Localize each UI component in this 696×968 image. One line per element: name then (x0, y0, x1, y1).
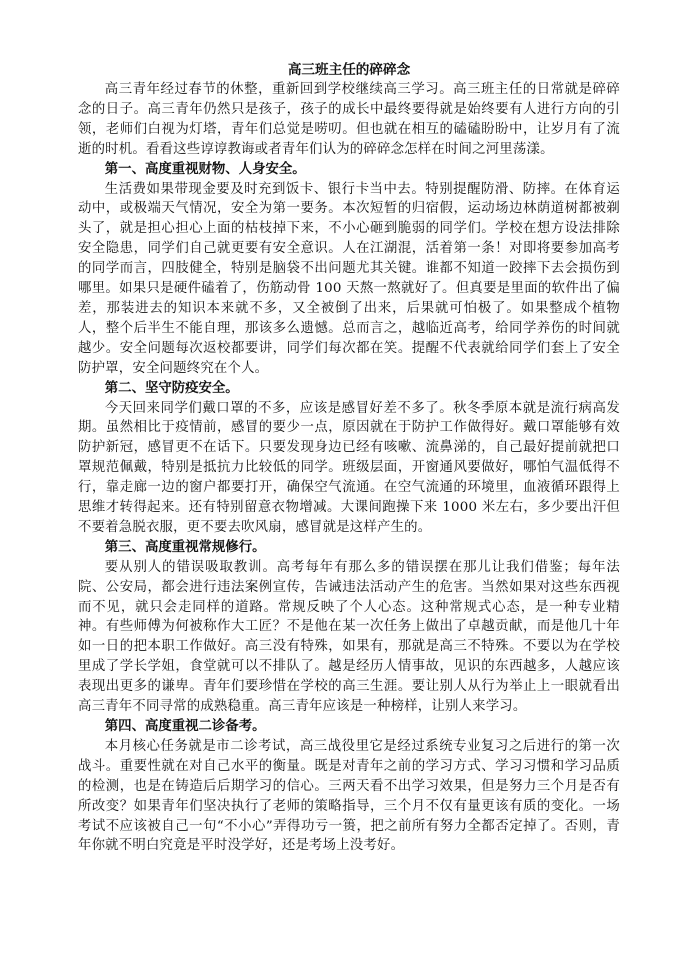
section-heading-epidemic: 第二、坚守防疫安全。 (104, 379, 239, 396)
section-body-exam: 本月核心任务就是市二诊考试，高三战役里它是经过系统专业复习之后进行的第一次战斗。重要性就在对自己水平的衡量。既是对青年之前的学习方式、学习习惯和学习品质的检测，也是在铸造后后期学习的信心。三两天看不出学习效果，但是努力三个月是否有所改变？如果青年们坚决执行了老师的策略指导，三个月不仅有量更该有质的变化。一场考试不应该被自己一句“不小心”弄得功亏一篑，把之前所有努力全都否定掉了。否则，青年你就不明白究竟是平时没学好，还是考场上没考好。 (78, 738, 620, 854)
section-body-safety: 生活费如果带现金要及时充到饭卡、银行卡当中去。特别提醒防滑、防摔。在体育运动中，或极端天气情况，安全为第一要务。本次短暂的归宿假，运动场边林荫道树都被剃头了，就是担心担心上面的枯枝掉下来，不小心砸到脆弱的同学们。学校在想方设法排除安全隐患，同学们自己就更要有安全意识。人在江湖混，活着第一条！对即将要参加高考的同学而言，四肢健全，特别是脑袋不出问题尤其关键。谁都不知道一跤摔下去会损伤到哪里。如果只是硬件磕着了，伤筋动骨 100 天熬一熬就好了。但真要是里面的软件出了偏差，那装进去的知识本来就不多，又全被倒了出来，后果就可怕极了。如果整成个植物人，整个后半生不能自理，那该多么遗憾。总而言之，越临近高考，给同学养伤的时间就越少。安全问题每次返校都要讲，同学们每次都在笑。提醒不代表就给同学们套上了安全防护罩，安全问题终究在个人。 (78, 181, 620, 376)
document-page (78, 60, 620, 856)
section-heading-routine: 第三、高度重视常规修行。 (104, 538, 266, 555)
section-body-routine: 要从别人的错误吸取教训。高考每年有那么多的错误摆在那儿让我们借鉴；每年法院、公安局，都会进行违法案例宣传，告诫违法活动产生的危害。当然如果对这些东西视而不见，就只会走同样的道路。常规反映了个人心态。这种常规式心态，是一种专业精神。有些师傅为何被称作大工匠？不是他在某一次任务上做出了卓越贡献，而是他几十年如一日的把本职工作做好。高三没有特殊，如果有，那就是高三不特殊。不要以为在学校里成了学长学姐，食堂就可以不排队了。越是经历人情事故，见识的东西越多，人越应该表现出更多的谦卑。青年们要珍惜在学校的高三生涯。要让别人从行为举止上一眼就看出高三青年不同寻常的成熟稳重。高三青年应该是一种榜样，让别人来学习。 (78, 559, 620, 715)
document-title: 高三班主任的碎碎念 (287, 62, 411, 78)
section-heading-safety: 第一、高度重视财物、人身安全。 (104, 160, 306, 177)
section-heading-exam: 第四、高度重视二诊备考。 (104, 718, 266, 734)
section-body-epidemic: 今天回来同学们戴口罩的不多，应该是感冒好差不多了。秋冬季原本就是流行病高发期。虽然相比于疫情前，感冒的要少一点，原因就在于防护工作做得好。戴口罩能够有效防护新冠，感冒更不在话下。只要发现身边已经有咳嗽、流鼻涕的，自己最好提前就把口罩规范佩戴，特别是抵抗力比较低的同学。班级层面，开窗通风要做好，哪怕气温低得不行，靠走廊一边的窗户都要打开，确保空气流通。在空气流通的环境里，血液循环跟得上思维才转得起来。还有特别留意衣物增减。大课间跑操下来 1000 米左右，多少要出汗但不要着急脱衣服，更不要去吹风扇，感冒就是这样产生的。 (78, 400, 620, 535)
intro-paragraph: 高三青年经过春节的休整，重新回到学校继续高三学习。高三班主任的日常就是碎碎念的日子。高三青年仍然只是孩子，孩子的成长中最终要得就是始终要有人进行方向的引领，老师们白视为灯塔，青年们总觉是唠叨。但也就在相互的磕磕盼盼中，让岁月有了流逝的时机。看看这些谆谆教诲或者青年们认为的碎碎念怎样在时间之河里荡漾。 (78, 82, 620, 157)
